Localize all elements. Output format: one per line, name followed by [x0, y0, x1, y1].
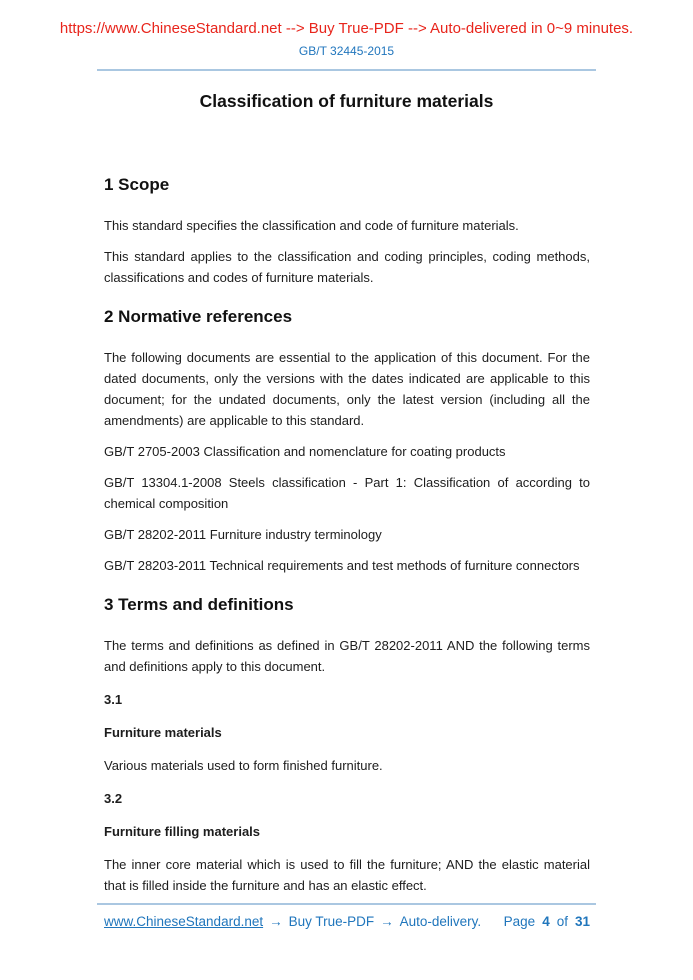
header-rule	[97, 69, 596, 71]
store-banner-text: https://www.ChineseStandard.net --> Buy True-PDF --> Auto-delivered in 0~9 minutes.	[59, 20, 634, 37]
page-of-label: of	[556, 914, 568, 929]
page-indicator	[504, 914, 590, 929]
footer-rule	[97, 903, 596, 905]
page-current: 4	[542, 914, 550, 929]
reference-item: GB/T 28202-2011 Furniture industry terminology	[104, 527, 382, 542]
paragraph-terms-intro: The terms and definitions as defined in GB/T 28202-2011 AND the following terms and definitions apply to this document.	[104, 638, 590, 674]
document-body	[0, 174, 693, 896]
paragraph-scope-1: This standard specifies the classification and code of furniture materials.	[104, 218, 519, 233]
paragraph-normative-intro: The following documents are essential to the application of this document. For the dated documents, only the versions with the dates indicated are applicable to this document; for the undated documents, only the latest version (including all the amendments) are applicable to this standard.	[104, 350, 590, 428]
reference-item: GB/T 2705-2003 Classification and nomenclature for coating products	[104, 444, 506, 459]
reference-item: GB/T 28203-2011 Technical requirements and test methods of furniture connectors	[104, 558, 580, 573]
term-name: Furniture filling materials	[104, 824, 261, 839]
footer-action-delivery: Auto-delivery.	[399, 914, 482, 929]
document-title: Classification of furniture materials	[199, 91, 494, 111]
term-definition: The inner core material which is used to fill the furniture; AND the elastic material that is filled inside the furniture and has an elastic effect.	[104, 857, 590, 893]
reference-item: GB/T 13304.1-2008 Steels classification - Part 1: Classification of according to chemical composition	[104, 475, 590, 511]
page-label: Page	[503, 914, 536, 929]
section-heading-terms: 3 Terms and definitions	[104, 595, 294, 614]
section-heading-scope: 1 Scope	[104, 175, 170, 194]
footer-row	[97, 914, 596, 929]
page-footer	[97, 903, 596, 929]
page-header	[0, 0, 693, 71]
term-name: Furniture materials	[104, 725, 222, 740]
section-heading-normative-references: 2 Normative references	[104, 307, 293, 326]
page-total: 31	[574, 914, 590, 929]
footer-store-line	[104, 914, 481, 929]
arrow-right-icon: →	[380, 914, 394, 929]
site-link[interactable]: www.ChineseStandard.net	[104, 914, 264, 929]
standard-code: GB/T 32445-2015	[298, 44, 395, 58]
term-number: 3.2	[104, 791, 123, 806]
term-number: 3.1	[104, 692, 123, 707]
arrow-right-icon: →	[269, 914, 283, 929]
footer-action-buy: Buy True-PDF	[288, 914, 375, 929]
term-definition: Various materials used to form finished furniture.	[104, 758, 383, 773]
paragraph-scope-2: This standard applies to the classification and coding principles, coding methods, classifications and codes of furniture materials.	[104, 249, 590, 285]
